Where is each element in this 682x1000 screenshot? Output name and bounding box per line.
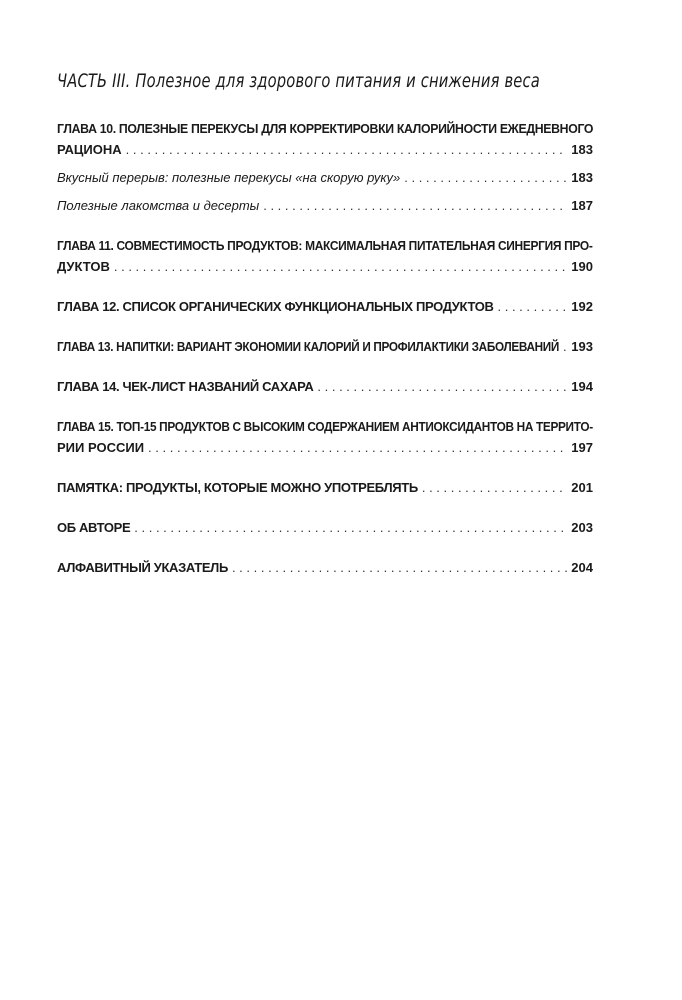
toc-entry-title-line1: ГЛАВА 15. ТОП-15 ПРОДУКТОВ С ВЫСОКИМ СОДЕРЖАНИЕМ АНТИОКСИДАНТОВ НА ТЕРРИТО- [57,419,593,434]
page-number: 187 [571,198,593,213]
toc-entry-title: ОБ АВТОРЕ [57,520,131,535]
toc-entry-title: Вкусный перерыв: полезные перекусы «на скорую руку» [57,170,401,185]
leader-dots [263,195,567,216]
toc-entry-chapter-11[interactable] [57,235,593,277]
toc-entry-title: ГЛАВА 14. ЧЕК-ЛИСТ НАЗВАНИЙ САХАРА [57,379,314,394]
page-number: 197 [571,440,593,455]
leader-dots [148,437,567,458]
page-number: 183 [571,142,593,157]
toc-entry-chapter-14[interactable] [57,376,593,397]
page-number: 203 [571,520,593,535]
page-number: 193 [571,339,593,354]
leader-dots [498,296,567,317]
toc-entry-title: ГЛАВА 13. НАПИТКИ: ВАРИАНТ ЭКОНОМИИ КАЛОРИЙ И ПРОФИЛАКТИКИ ЗАБОЛЕВАНИЙ [57,339,560,354]
page-number: 192 [571,299,593,314]
toc-entry-section[interactable] [57,167,593,188]
toc-entry-memo[interactable] [57,477,593,498]
page-number: 183 [571,170,593,185]
leader-dots [126,139,567,160]
toc-entry-about-author[interactable] [57,517,593,538]
part-title: ЧАСТЬ III. Полезное для здорового питания и снижения веса [57,70,540,92]
page-number: 194 [571,379,593,394]
toc-entry-chapter-12[interactable] [57,296,593,317]
toc-entry-title: ПАМЯТКА: ПРОДУКТЫ, КОТОРЫЕ МОЖНО УПОТРЕБЛЯТЬ [57,480,418,495]
leader-dots [404,167,567,188]
toc-entry-title-line1: ГЛАВА 11. СОВМЕСТИМОСТЬ ПРОДУКТОВ: МАКСИМАЛЬНАЯ ПИТАТЕЛЬНАЯ СИНЕРГИЯ ПРО- [57,238,593,253]
leader-dots [232,557,567,578]
page-number: 204 [571,560,593,575]
toc-entry-title-line2: РИИ РОССИИ [57,440,145,455]
toc-entry-title-line1: ГЛАВА 10. ПОЛЕЗНЫЕ ПЕРЕКУСЫ ДЛЯ КОРРЕКТИРОВКИ КАЛОРИЙНОСТИ ЕЖЕДНЕВНОГО [57,121,594,136]
toc-entry-title-line2: ДУКТОВ [57,259,110,274]
leader-dots [134,517,567,538]
page-number: 190 [571,259,593,274]
toc-entry-chapter-10[interactable] [57,118,593,160]
toc-entry-chapter-13[interactable] [57,336,593,357]
leader-dots [563,336,567,357]
leader-dots [422,477,567,498]
table-of-contents [57,118,593,578]
page-number: 201 [571,480,593,495]
toc-entry-title: Полезные лакомства и десерты [57,198,260,213]
toc-entry-title: ГЛАВА 12. СПИСОК ОРГАНИЧЕСКИХ ФУНКЦИОНАЛЬНЫХ ПРОДУКТОВ [57,299,494,314]
toc-page [57,70,593,578]
toc-entry-title-line2: РАЦИОНА [57,142,122,157]
toc-entry-index[interactable] [57,557,593,578]
toc-entry-section[interactable] [57,195,593,216]
leader-dots [114,256,567,277]
toc-entry-title: АЛФАВИТНЫЙ УКАЗАТЕЛЬ [57,560,228,575]
leader-dots [317,376,567,397]
toc-entry-chapter-15[interactable] [57,416,593,458]
